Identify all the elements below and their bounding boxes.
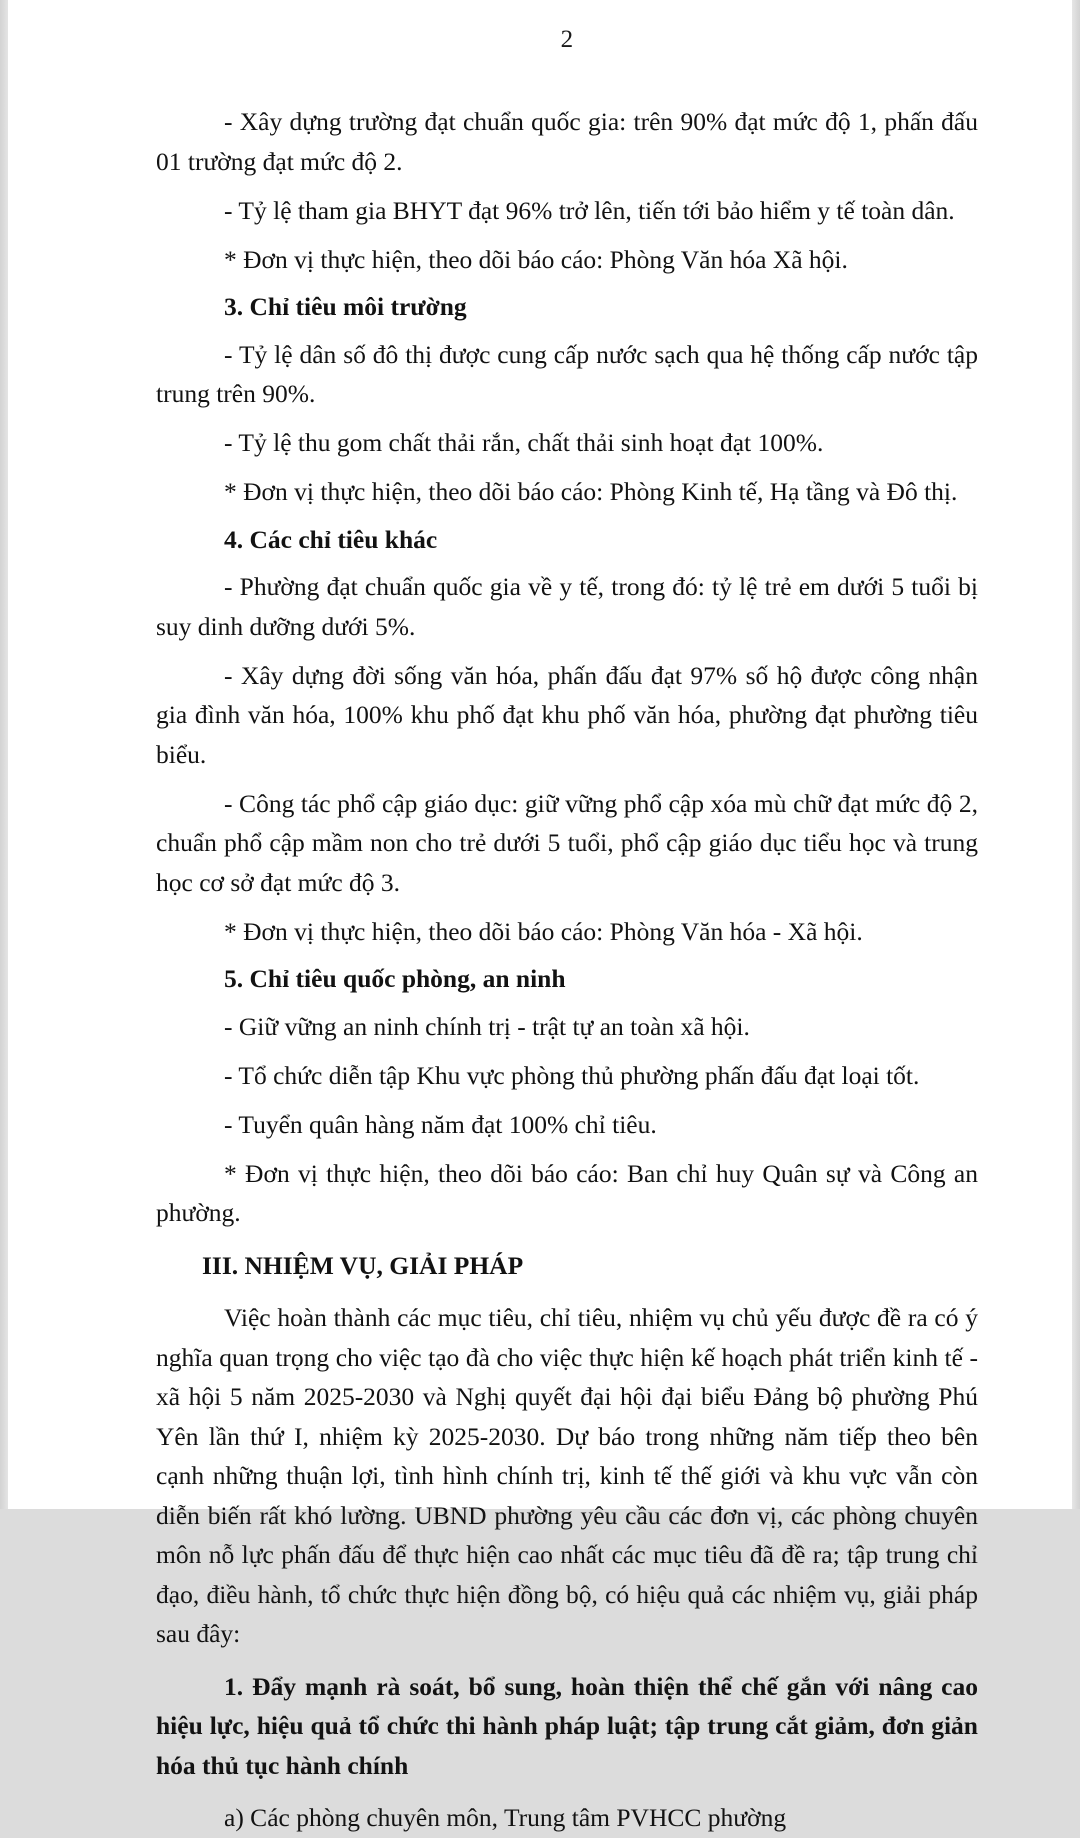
body-paragraph: - Giữ vững an ninh chính trị - trật tự an toàn xã hội.: [224, 1011, 750, 1041]
paragraph-spacer: [156, 774, 978, 784]
paragraph-spacer: [156, 902, 978, 912]
section-heading: 5. Chỉ tiêu quốc phòng, an ninh: [224, 964, 566, 993]
paragraph-spacer: [156, 279, 978, 287]
document-page: [8, 0, 1072, 1832]
body-paragraph: - Tuyển quân hàng năm đạt 100% chỉ tiêu.: [224, 1109, 657, 1139]
paragraph-spacer: [156, 1046, 978, 1056]
section-heading: 3. Chỉ tiêu môi trường: [224, 292, 467, 321]
section-heading: 4. Các chỉ tiêu khác: [224, 524, 438, 554]
scan-edge-left: [0, 0, 8, 1509]
body-paragraph: a) Các phòng chuyên môn, Trung tâm PVHCC phường: [224, 1803, 787, 1832]
paragraph-spacer: [156, 463, 978, 473]
body-paragraph: - Xây dựng trường đạt chuẩn quốc gia: trên 90% đạt mức độ 1, phấn đấu 01 trường đạt mức độ 2.: [156, 107, 978, 176]
paragraph-spacer: [156, 1785, 978, 1798]
document-body: [156, 102, 978, 1838]
body-paragraph: Việc hoàn thành các mục tiêu, chỉ tiêu, nhiệm vụ chủ yếu được đề ra có ý nghĩa quan trọng cho việc tạo đà cho việc thực hiện kế hoạch phát triển kinh tế - xã hội 5 năm 2025-2030 và Nghị quyết đại hội đại biểu Đảng bộ phường Phú Yên lần thứ I, nhiệm kỳ 2025-2030. Dự báo trong những năm tiếp theo bên cạnh những thuận lợi, tình hình chính trị, kinh tế thế giới và khu vực vẫn còn diễn biến rất khó lường. UBND phường yêu cầu các đơn vị, các phòng chuyên môn nỗ lực phấn đấu để thực hiện cao nhất các mục tiêu đã đề ra; tập trung chỉ đạo, điều hành, tổ chức thực hiện đồng bộ, có hiệu quả các nhiệm vụ, giải pháp sau đây:: [156, 1303, 978, 1648]
paragraph-spacer: [156, 1095, 978, 1105]
body-paragraph: * Đơn vị thực hiện, theo dõi báo cáo: Phòng Kinh tế, Hạ tầng và Đô thị.: [224, 477, 958, 506]
body-paragraph: - Tỷ lệ dân số đô thị được cung cấp nước sạch qua hệ thống cấp nước tập trung trên 90%.: [156, 339, 978, 408]
paragraph-spacer: [156, 1654, 978, 1667]
page-number: 2: [560, 26, 574, 53]
paragraph-spacer: [156, 1233, 978, 1246]
section-heading: III. NHIỆM VỤ, GIẢI PHÁP: [202, 1250, 524, 1280]
scan-edge-right: [1072, 0, 1080, 1509]
body-paragraph: - Tỷ lệ tham gia BHYT đạt 96% trở lên, tiến tới bảo hiểm y tế toàn dân.: [224, 195, 955, 225]
paragraph-spacer: [156, 512, 978, 520]
paragraph-spacer: [156, 1285, 978, 1298]
body-paragraph: - Tỷ lệ thu gom chất thải rắn, chất thải sinh hoạt đạt 100%.: [224, 428, 824, 457]
page-content: [156, 0, 978, 1838]
section-heading: 1. Đẩy mạnh rà soát, bổ sung, hoàn thiện thể chế gắn với nâng cao hiệu lực, hiệu quả tổ chức thi hành pháp luật; tập trung cắt giảm, đơn giản hóa thủ tục hành chính: [156, 1671, 978, 1780]
paragraph-spacer: [156, 999, 978, 1007]
paragraph-spacer: [156, 646, 978, 656]
paragraph-spacer: [156, 1144, 978, 1154]
body-paragraph: - Công tác phổ cập giáo dục: giữ vững phổ cập xóa mù chữ đạt mức độ 2, chuẩn phổ cập mầm non cho trẻ dưới 5 tuổi, phổ cập giáo dục tiểu học và trung học cơ sở đạt mức độ 3.: [156, 788, 978, 897]
paragraph-spacer: [156, 414, 978, 424]
body-paragraph: - Phường đạt chuẩn quốc gia về y tế, trong đó: tỷ lệ trẻ em dưới 5 tuổi bị suy dinh dưỡng dưới 5%.: [156, 572, 978, 641]
body-paragraph: * Đơn vị thực hiện, theo dõi báo cáo: Ban chỉ huy Quân sự và Công an phường.: [156, 1158, 978, 1227]
body-paragraph: * Đơn vị thực hiện, theo dõi báo cáo: Phòng Văn hóa Xã hội.: [224, 244, 848, 274]
paragraph-spacer: [156, 327, 978, 335]
body-paragraph: - Tổ chức diễn tập Khu vực phòng thủ phường phấn đấu đạt loại tốt.: [224, 1060, 920, 1090]
paragraph-spacer: [156, 230, 978, 240]
paragraph-spacer: [156, 559, 978, 567]
paragraph-spacer: [156, 181, 978, 191]
body-paragraph: * Đơn vị thực hiện, theo dõi báo cáo: Phòng Văn hóa - Xã hội.: [224, 916, 863, 946]
body-paragraph: - Xây dựng đời sống văn hóa, phấn đấu đạt 97% số hộ được công nhận gia đình văn hóa, 100% khu phố đạt khu phố văn hóa, phường đạt phường tiêu biểu.: [156, 660, 978, 769]
paragraph-spacer: [156, 951, 978, 959]
